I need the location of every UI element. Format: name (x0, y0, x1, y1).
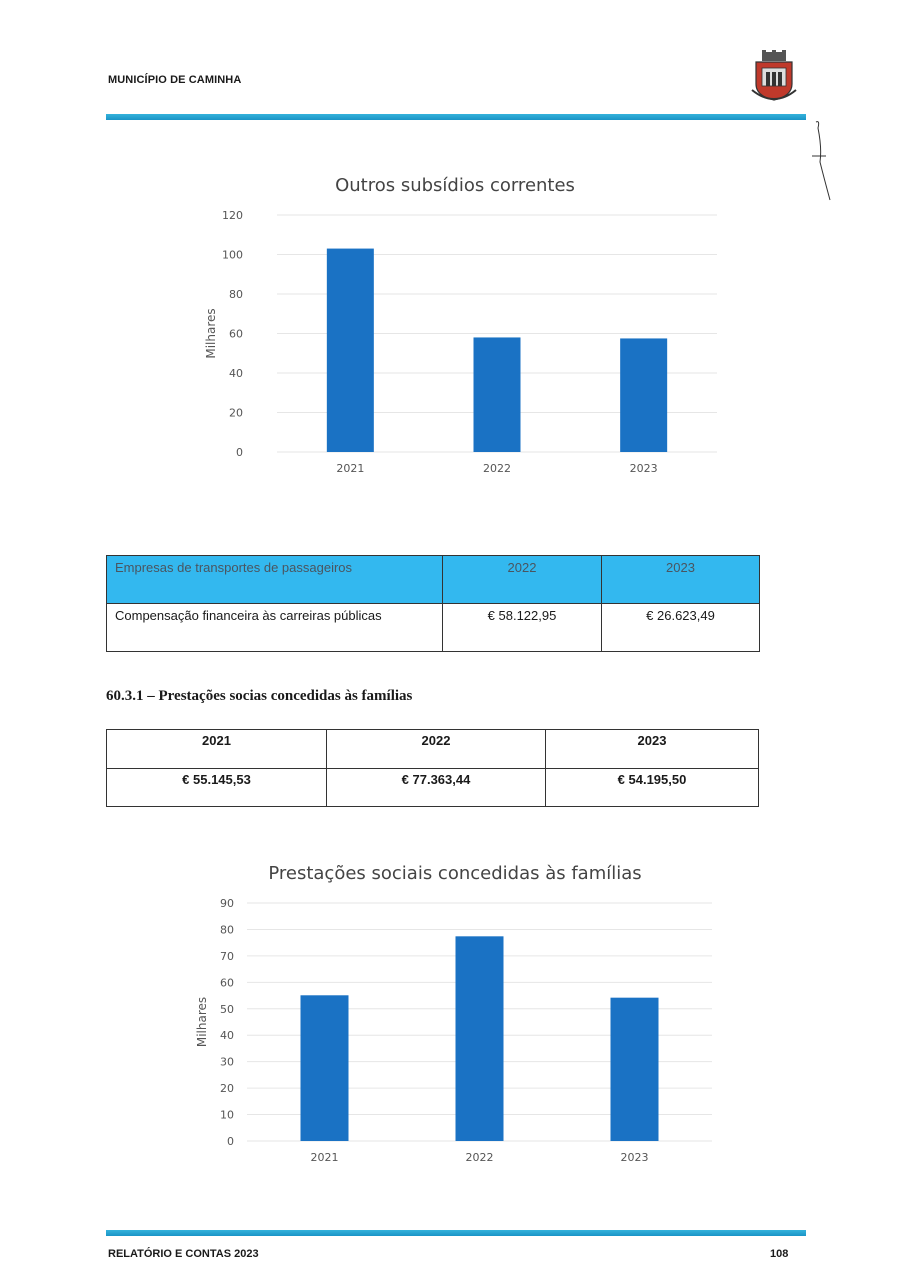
y-tick-label: 0 (236, 446, 243, 459)
y-tick-label: 80 (220, 923, 234, 937)
table-cell: € 54.195,50 (546, 769, 759, 807)
header-title: MUNICÍPIO DE CAMINHA (108, 74, 242, 86)
coat-of-arms-icon (748, 50, 800, 104)
y-tick-label: 60 (229, 327, 243, 341)
table-header-cell: 2023 (602, 556, 760, 604)
y-tick-label: 40 (220, 1029, 234, 1043)
bar (620, 338, 667, 452)
bar (327, 249, 374, 452)
table-cell: € 55.145,53 (107, 769, 327, 807)
table-header-row (107, 556, 760, 604)
table-header-cell: Empresas de transportes de passageiros (107, 556, 443, 604)
table-row (107, 769, 759, 807)
bar (474, 337, 521, 452)
y-tick-label: 100 (222, 248, 243, 262)
table-header-cell: 2022 (443, 556, 602, 604)
benefits-table (106, 729, 759, 807)
y-tick-label: 20 (229, 406, 243, 420)
signature-mark (806, 118, 836, 208)
footer-rule (106, 1230, 806, 1236)
x-tick-label: 2022 (465, 1151, 494, 1164)
bar (301, 995, 349, 1141)
chart-prestacoes-sociais (177, 845, 730, 1175)
y-tick-label: 90 (220, 897, 234, 910)
section-heading: 60.3.1 – Prestações socias concedidas às famílias (106, 688, 413, 704)
table-header-cell: 2021 (107, 730, 327, 769)
table-cell: € 26.623,49 (602, 604, 760, 652)
y-tick-label: 80 (229, 288, 243, 301)
table-header-cell: 2022 (327, 730, 546, 769)
y-tick-label: 30 (220, 1055, 234, 1069)
x-tick-label: 2022 (483, 462, 511, 475)
y-tick-label: 0 (227, 1135, 234, 1148)
bar (611, 998, 659, 1141)
table-cell: € 58.122,95 (443, 604, 602, 652)
page-number: 108 (770, 1248, 789, 1260)
table-cell: Compensação financeira às carreiras públicas (107, 604, 443, 652)
table-header-row (107, 730, 759, 769)
y-tick-label: 10 (220, 1108, 234, 1122)
x-tick-label: 2021 (310, 1151, 339, 1164)
y-tick-label: 60 (220, 976, 234, 990)
y-tick-label: 20 (220, 1082, 234, 1096)
y-tick-label: 50 (220, 1002, 234, 1016)
bar (456, 936, 504, 1141)
chart-title: Prestações sociais concedidas às famílias (268, 863, 642, 884)
x-tick-label: 2023 (629, 462, 658, 475)
y-tick-label: 120 (222, 209, 243, 222)
y-tick-label: 70 (220, 949, 234, 963)
y-axis-label: Milhares (204, 308, 218, 359)
chart-outros-subsidios (177, 157, 730, 490)
table-row (107, 604, 760, 652)
y-tick-label: 40 (229, 367, 243, 380)
table-header-cell: 2023 (546, 730, 759, 769)
y-axis-label: Milhares (195, 996, 209, 1048)
x-tick-label: 2023 (620, 1151, 649, 1164)
transport-table (106, 555, 760, 652)
chart-title: Outros subsídios correntes (335, 175, 575, 196)
table-cell: € 77.363,44 (327, 769, 546, 807)
x-tick-label: 2021 (336, 462, 365, 475)
header-rule (106, 114, 806, 120)
footer-title: RELATÓRIO E CONTAS 2023 (108, 1248, 259, 1260)
